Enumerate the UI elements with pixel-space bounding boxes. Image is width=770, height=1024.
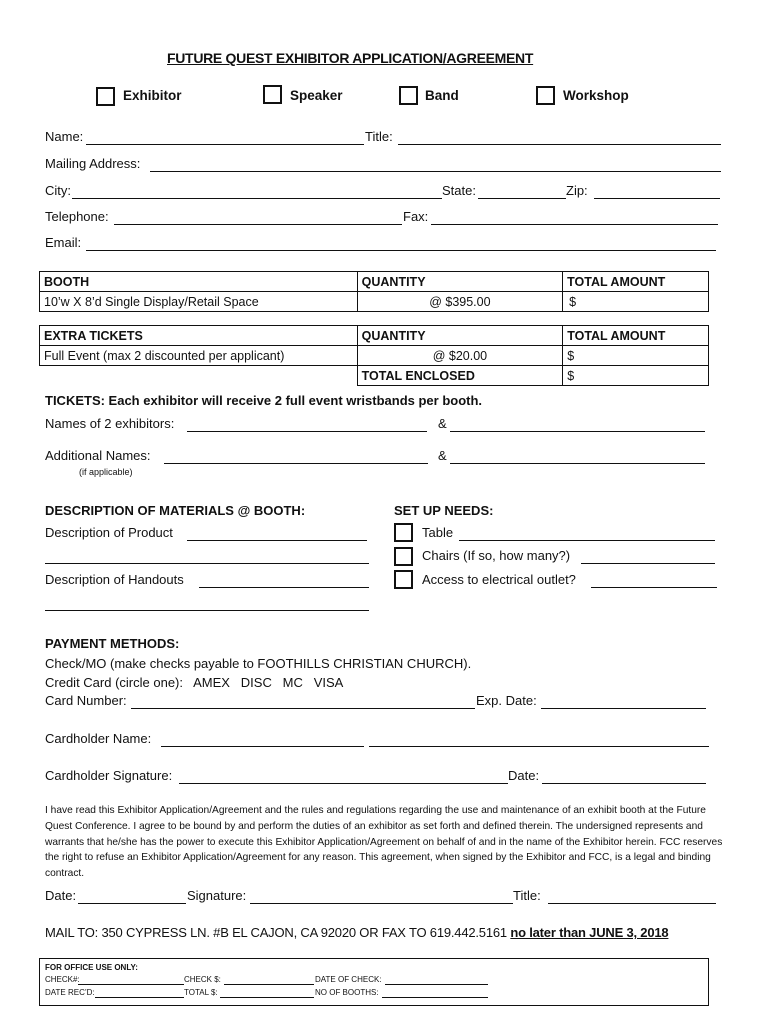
exhibitor-label: Exhibitor (123, 88, 182, 103)
handouts-description-field[interactable] (199, 587, 369, 588)
booth-total[interactable]: $ (563, 292, 709, 312)
telephone-field[interactable] (114, 224, 402, 225)
ampersand-1: & (438, 416, 447, 431)
electrical-checkbox[interactable] (394, 570, 413, 589)
card-number-label: Card Number: (45, 693, 127, 708)
office-check-number-label: CHECK#: (45, 975, 80, 984)
email-field[interactable] (86, 250, 716, 251)
mail-address: MAIL TO: 350 CYPRESS LN. #B EL CAJON, CA 92020 OR FAX TO 619.442.5161 (45, 925, 507, 940)
workshop-checkbox[interactable] (536, 86, 555, 105)
booth-price[interactable]: @ $395.00 (357, 292, 563, 312)
chairs-label: Chairs (If so, how many?) (422, 548, 571, 563)
handouts-description-label: Description of Handouts (45, 572, 184, 587)
title-field[interactable] (398, 144, 721, 145)
title-label: Title: (365, 129, 393, 144)
exp-date-label: Exp. Date: (476, 693, 537, 708)
state-label: State: (442, 183, 476, 198)
booth-table (39, 271, 709, 312)
signature-label: Signature: (187, 888, 247, 903)
exhibitor-name-1-field[interactable] (187, 431, 427, 432)
signoff-title-label: Title: (513, 888, 541, 903)
cardholder-signature-field[interactable] (179, 783, 508, 784)
mail-deadline: no later than JUNE 3, 2018 (510, 925, 669, 940)
product-description-field[interactable] (187, 540, 367, 541)
total-enclosed-amount[interactable]: $ (563, 366, 709, 386)
electrical-label: Access to electrical outlet? (422, 572, 576, 587)
product-description-field-2[interactable] (45, 563, 369, 564)
mail-to-line (45, 925, 668, 940)
telephone-label: Telephone: (45, 209, 109, 224)
speaker-checkbox[interactable] (263, 85, 282, 104)
office-total-field[interactable] (220, 997, 314, 998)
office-date-of-check-label: DATE OF CHECK: (315, 975, 382, 984)
office-check-amount-label: CHECK $: (184, 975, 221, 984)
booth-header: BOOTH (40, 272, 358, 292)
office-use-box (39, 958, 709, 1006)
chairs-checkbox[interactable] (394, 547, 413, 566)
mailing-address-label: Mailing Address: (45, 156, 141, 171)
if-applicable-note: (if applicable) (79, 467, 133, 477)
additional-name-1-field[interactable] (164, 463, 428, 464)
cardholder-name-label: Cardholder Name: (45, 731, 152, 746)
fax-label: Fax: (403, 209, 429, 224)
table-field[interactable] (459, 540, 715, 541)
signature-field[interactable] (250, 903, 513, 904)
city-field[interactable] (72, 198, 442, 199)
city-label: City: (45, 183, 71, 198)
setup-heading: SET UP NEEDS: (394, 503, 494, 518)
zip-field[interactable] (594, 198, 720, 199)
handouts-description-field-2[interactable] (45, 610, 369, 611)
agreement-text: I have read this Exhibitor Application/Agreement and the rules and regulations regarding the use and maintenance of an exhibit booth at the Future Quest Conference. I agree to be bound by and perform the duties of an exhibitor as set forth and defined therein. The undersigned represents and warrants that he/she has the power to execute this Exhibitor Application/Agreement on behalf of and in the name of the Exhibitor herein. FCC reserves the right to refuse an Exhibitor Application/Agreement for any reason. This agreement, when signed by the Exhibitor and FCC, is a legal and binding contract. (45, 805, 723, 880)
check-instructions: Check/MO (make checks payable to FOOTHILLS CHRISTIAN CHURCH). (45, 656, 472, 671)
additional-name-2-field[interactable] (450, 463, 705, 464)
credit-card-options: Credit Card (circle one): AMEX DISC MC VISA (45, 675, 344, 690)
signoff-date-field[interactable] (78, 903, 186, 904)
office-heading: FOR OFFICE USE ONLY: (45, 963, 138, 972)
product-description-label: Description of Product (45, 525, 173, 540)
payment-heading: PAYMENT METHODS: (45, 636, 180, 651)
exp-date-field[interactable] (541, 708, 706, 709)
office-date-received-label: DATE REC’D: (45, 988, 95, 997)
state-field[interactable] (478, 198, 566, 199)
signoff-date-label: Date: (45, 888, 77, 903)
additional-names-label: Additional Names: (45, 448, 151, 463)
card-number-field[interactable] (131, 708, 475, 709)
office-booths-field[interactable] (382, 997, 488, 998)
tickets-total[interactable]: $ (563, 346, 709, 366)
exhibitor-names-label: Names of 2 exhibitors: (45, 416, 175, 431)
exhibitor-checkbox[interactable] (96, 87, 115, 106)
ampersand-2: & (438, 448, 447, 463)
table-checkbox[interactable] (394, 523, 413, 542)
office-check-amount-field[interactable] (224, 984, 314, 985)
cardholder-signature-label: Cardholder Signature: (45, 768, 173, 783)
exhibitor-name-2-field[interactable] (450, 431, 705, 432)
empty-cell (40, 366, 358, 386)
booth-quantity-header: QUANTITY (357, 272, 563, 292)
tickets-quantity-header: QUANTITY (357, 326, 563, 346)
signoff-title-field[interactable] (548, 903, 716, 904)
materials-heading: DESCRIPTION OF MATERIALS @ BOOTH: (45, 503, 306, 518)
booth-total-header: TOTAL AMOUNT (563, 272, 709, 292)
name-field[interactable] (86, 144, 364, 145)
cardholder-last-name-field[interactable] (369, 746, 709, 747)
email-label: Email: (45, 235, 82, 250)
tickets-price[interactable]: @ $20.00 (357, 346, 563, 366)
band-label: Band (425, 88, 459, 103)
workshop-label: Workshop (563, 88, 629, 103)
table-label: Table (422, 525, 454, 540)
electrical-field[interactable] (591, 587, 717, 588)
name-label: Name: (45, 129, 84, 144)
payment-date-label: Date: (508, 768, 540, 783)
band-checkbox[interactable] (399, 86, 418, 105)
booth-item: 10’w X 8’d Single Display/Retail Space (40, 292, 358, 312)
office-check-number-field[interactable] (78, 984, 184, 985)
office-total-label: TOTAL $: (184, 988, 218, 997)
office-booths-label: NO OF BOOTHS: (315, 988, 379, 997)
tickets-total-header: TOTAL AMOUNT (563, 326, 709, 346)
mailing-address-field[interactable] (150, 171, 721, 172)
office-date-received-field[interactable] (95, 997, 184, 998)
fax-field[interactable] (431, 224, 718, 225)
tickets-note: TICKETS: Each exhibitor will receive 2 full event wristbands per booth. (45, 393, 483, 408)
page-title: FUTURE QUEST EXHIBITOR APPLICATION/AGREEMENT (167, 50, 534, 66)
tickets-table (39, 325, 709, 386)
speaker-label: Speaker (290, 88, 343, 103)
cardholder-first-name-field[interactable] (161, 746, 364, 747)
total-enclosed-label: TOTAL ENCLOSED (357, 366, 563, 386)
office-date-of-check-field[interactable] (385, 984, 488, 985)
chairs-field[interactable] (581, 563, 715, 564)
zip-label: Zip: (566, 183, 588, 198)
extra-tickets-header: EXTRA TICKETS (40, 326, 358, 346)
payment-date-field[interactable] (542, 783, 706, 784)
tickets-item: Full Event (max 2 discounted per applicant) (40, 346, 358, 366)
